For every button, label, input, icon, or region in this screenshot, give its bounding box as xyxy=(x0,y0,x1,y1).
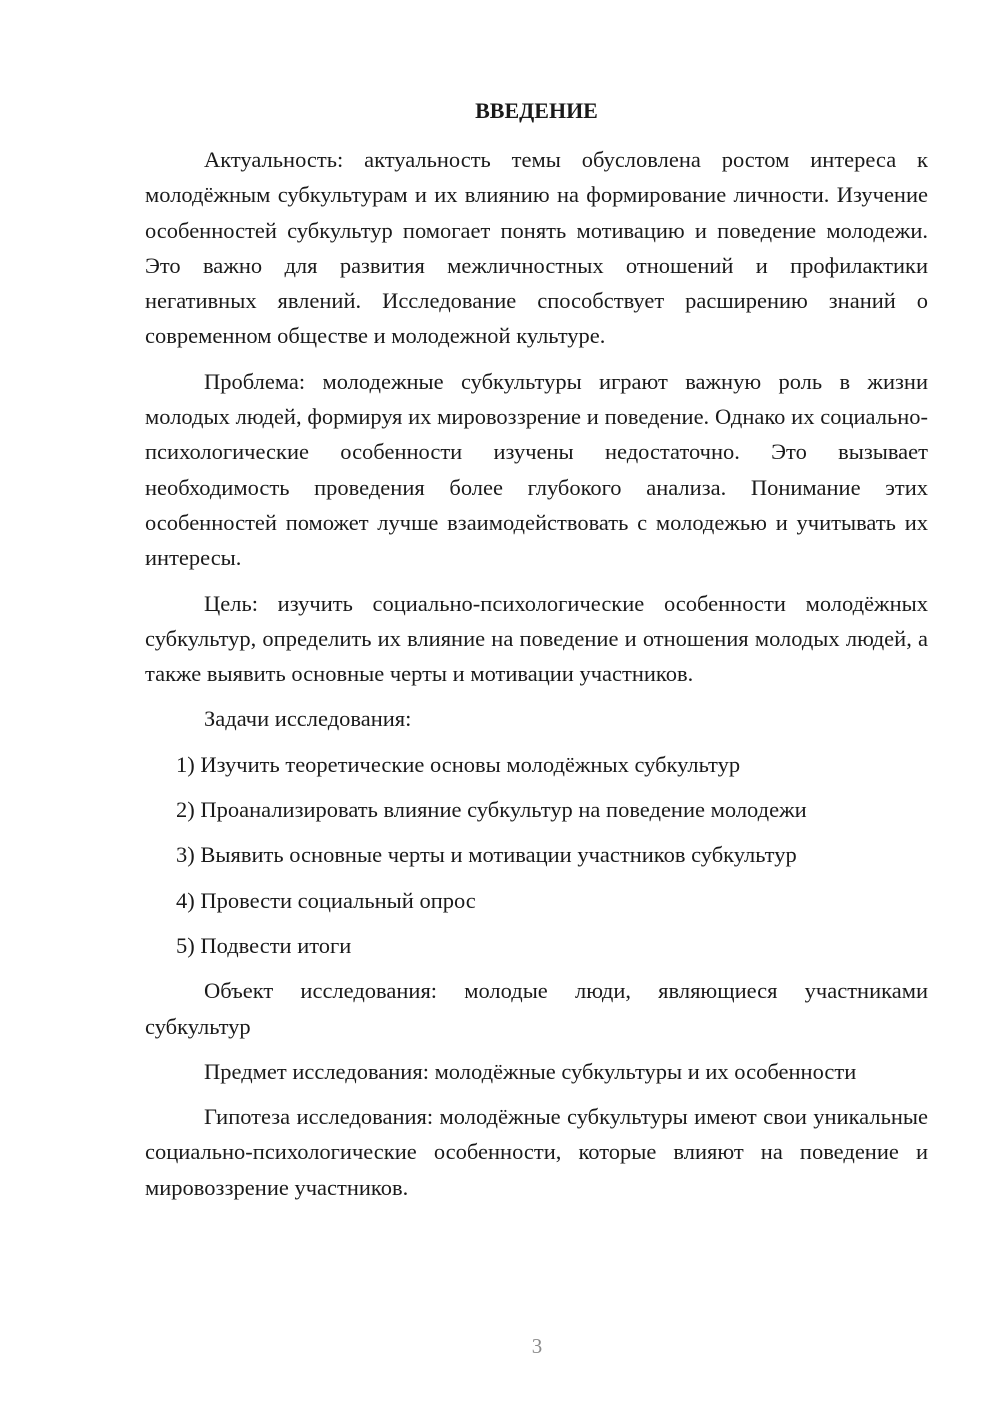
task-list xyxy=(145,747,928,963)
page-title: ВВЕДЕНИЕ xyxy=(475,98,598,123)
list-item: 1) Изучить теоретические основы молодёжных субкультур xyxy=(176,751,741,777)
page-number: 3 xyxy=(531,1334,543,1358)
paragraph-subject: Предмет исследования: молодёжные субкультуры и их особенности xyxy=(204,1058,857,1084)
list-item: 5) Подвести итоги xyxy=(176,932,352,958)
list-item: 2) Проанализировать влияние субкультур на поведение молодежи xyxy=(176,797,807,823)
list-item: 4) Провести социальный опрос xyxy=(176,887,476,913)
paragraph-relevance: Актуальность: актуальность темы обусловлена ростом интереса к молодёжным субкультурам и их влиянию на формирование личности. Изучение особенностей субкультур помогает понять мотивацию и поведение молодежи. Это важно для развития межличностных отношений и профилактики негативных явлений. Исследование способствует расширению знаний о современном обществе и молодежной культуре. xyxy=(145,147,928,349)
paragraph-object: Объект исследования: молодые люди, являющиеся участниками субкультур xyxy=(145,978,928,1039)
list-item: 3) Выявить основные черты и мотивации участников субкультур xyxy=(176,842,797,868)
paragraph-hypothesis: Гипотеза исследования: молодёжные субкультуры имеют свои уникальные социально-психологические особенности, которые влияют на поведение и мировоззрение участников. xyxy=(145,1104,928,1200)
paragraph-problem: Проблема: молодежные субкультуры играют важную роль в жизни молодых людей, формируя их мировоззрение и поведение. Однако их социально-психологические особенности изучены недостаточно. Это вызывает необходимость проведения более глубокого анализа. Понимание этих особенностей поможет лучше взаимодействовать с молодежью и учитывать их интересы. xyxy=(145,368,928,571)
paragraph-goal: Цель: изучить социально-психологические особенности молодёжных субкультур, определить их влияние на поведение и отношения молодых людей, а также выявить основные черты и мотивации участников. xyxy=(145,590,928,687)
document-body xyxy=(145,142,928,1215)
paragraph-tasks-heading: Задачи исследования: xyxy=(204,706,412,732)
